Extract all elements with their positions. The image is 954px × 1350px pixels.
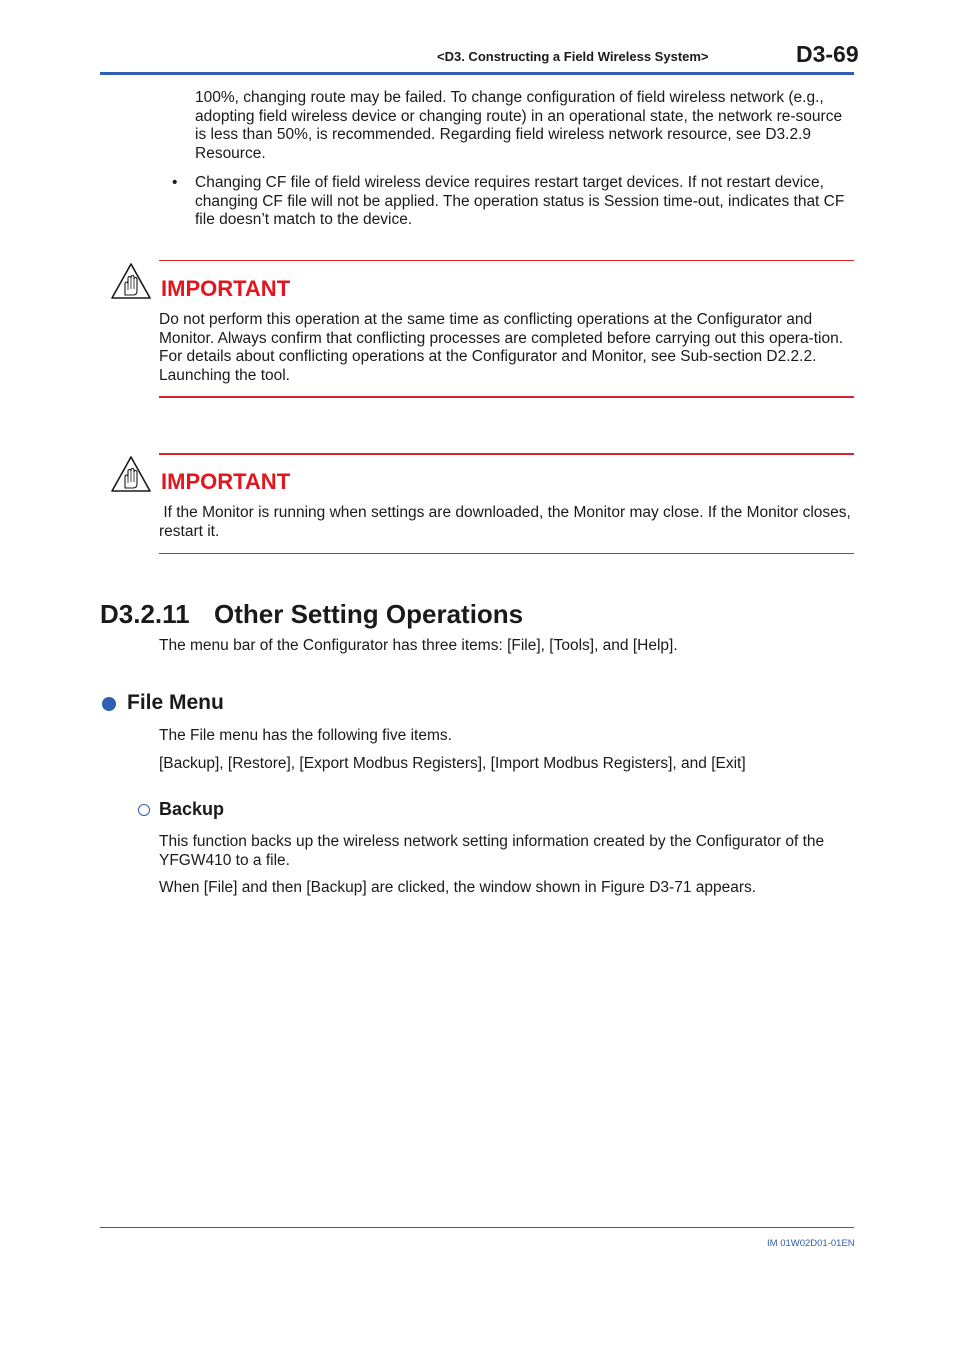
open-circle-bullet-icon <box>138 804 150 816</box>
important-2-bottom-rule <box>159 553 854 554</box>
important-1-text: Do not perform this operation at the same time as conflicting operations at the Configurator and Monitor. Always confirm that conflicting processes are completed before carrying out this opera-tion. For details about conflicting operations at the Configurator and Monitor, see Sub-section D2.2.2. Launching the tool. <box>159 311 844 384</box>
page-number: D3-69 <box>796 41 859 67</box>
file-menu-intro: The File menu has the following five items. <box>159 727 452 744</box>
section-heading <box>100 599 523 630</box>
backup-paragraph-1: This function backs up the wireless network setting information created by the Configurator of the YFGW410 to a file. <box>159 833 825 869</box>
filled-circle-bullet-icon <box>102 697 116 711</box>
footer-rule <box>100 1227 854 1228</box>
continuation-paragraph: 100%, changing route may be failed. To change configuration of field wireless network (e.g., adopting field wireless device or changing route) in an operational state, the network re-source is less than 50%, is recommended. Regarding field wireless network resource, see D3.2.9 Resource. <box>195 89 843 162</box>
backup-paragraph-2: When [File] and then [Backup] are clicked, the window shown in Figure D3-71 appears. <box>159 879 757 896</box>
important-1-bottom-rule <box>159 396 854 398</box>
bullet-paragraph: Changing CF file of field wireless device requires restart target devices. If not restart device, changing CF file will not be applied. The operation status is Session time-out, indicates that CF file doesn’t match to the device. <box>195 174 845 228</box>
header-chapter-title: <D3. Constructing a Field Wireless System> <box>437 49 709 64</box>
backup-heading: Backup <box>159 799 225 819</box>
important-2-text: If the Monitor is running when settings are downloaded, the Monitor may close. If the Monitor closes, restart it. <box>159 504 856 540</box>
bullet-marker: • <box>172 174 178 191</box>
footer-document-id: IM 01W02D01-01EN <box>767 1238 855 1249</box>
section-intro: The menu bar of the Configurator has three items: [File], [Tools], and [Help]. <box>159 637 678 654</box>
file-menu-items: [Backup], [Restore], [Export Modbus Registers], [Import Modbus Registers], and [Exit] <box>159 755 746 772</box>
file-menu-heading: File Menu <box>127 691 224 714</box>
important-2-label: IMPORTANT <box>161 469 291 494</box>
important-1-label: IMPORTANT <box>161 276 291 301</box>
header-rule <box>100 72 854 75</box>
important-2-top-rule <box>159 453 854 455</box>
section-title: Other Setting Operations <box>214 599 524 629</box>
section-number: D3.2.11 <box>100 599 190 629</box>
warning-hand-icon <box>110 455 152 493</box>
warning-hand-icon <box>110 262 152 300</box>
important-1-top-rule <box>159 260 854 261</box>
